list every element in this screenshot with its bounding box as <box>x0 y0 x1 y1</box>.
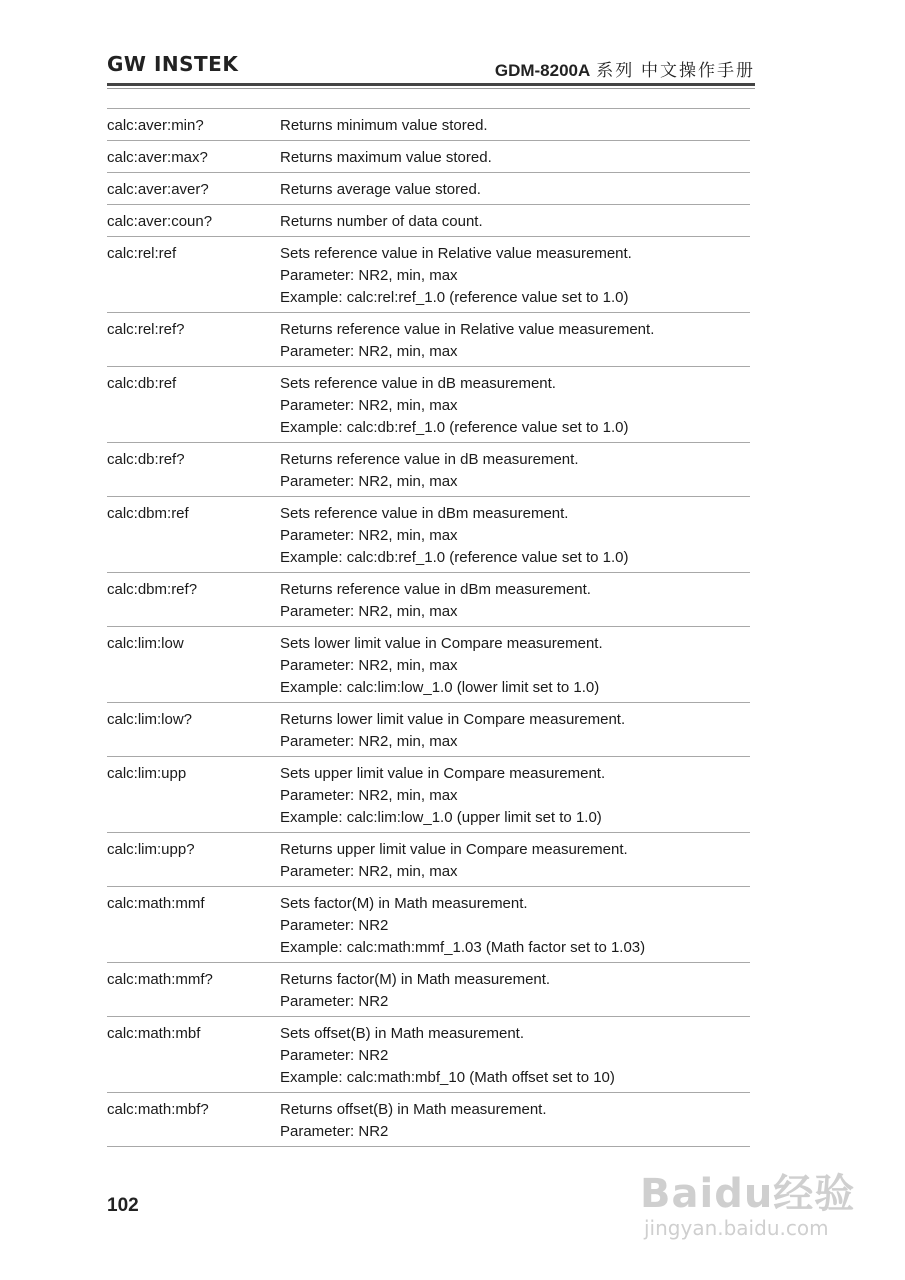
description-line: Example: calc:math:mbf_10 (Math offset set to 10) <box>280 1069 615 1086</box>
table-row <box>107 887 750 963</box>
header-rule-thin <box>107 88 755 89</box>
description-line: Returns reference value in Relative value measurement. <box>280 321 655 338</box>
description-line: Returns number of data count. <box>280 213 483 230</box>
command-name: calc:lim:low? <box>107 711 193 728</box>
description-line: Parameter: NR2, min, max <box>280 343 458 360</box>
description-line: Example: calc:lim:low_1.0 (lower limit set to 1.0) <box>280 679 600 696</box>
manual-title <box>495 56 755 81</box>
description-line: Parameter: NR2, min, max <box>280 787 458 804</box>
description-line: Sets reference value in Relative value measurement. <box>280 245 632 262</box>
description-line: Example: calc:lim:low_1.0 (upper limit set to 1.0) <box>280 809 602 826</box>
header-rule <box>107 83 755 86</box>
description-line: Parameter: NR2, min, max <box>280 657 458 674</box>
command-name: calc:dbm:ref <box>107 505 189 522</box>
description-line: Sets offset(B) in Math measurement. <box>280 1025 524 1042</box>
description-line: Returns average value stored. <box>280 181 481 198</box>
command-description <box>280 709 750 753</box>
description-line: Returns upper limit value in Compare measurement. <box>280 841 628 858</box>
command-name: calc:aver:aver? <box>107 181 209 198</box>
description-line: Parameter: NR2, min, max <box>280 863 458 880</box>
command-description <box>280 839 750 883</box>
description-line: Returns reference value in dB measurement. <box>280 451 579 468</box>
watermark-url: jingyan.baidu.com <box>644 1216 829 1240</box>
table-row <box>107 313 750 367</box>
model-name: GDM-8200A <box>494 61 591 80</box>
table-row <box>107 497 750 573</box>
watermark-brand: Baidu经验 <box>640 1171 856 1217</box>
brand-logo: GW INSTEK <box>107 52 239 76</box>
description-line: Parameter: NR2, min, max <box>280 473 458 490</box>
table-row <box>107 833 750 887</box>
table-row <box>107 573 750 627</box>
command-name: calc:aver:coun? <box>107 213 213 230</box>
description-line: Parameter: NR2, min, max <box>280 733 458 750</box>
description-line: Parameter: NR2, min, max <box>280 397 458 414</box>
description-line: Sets lower limit value in Compare measurement. <box>280 635 603 652</box>
command-description <box>280 763 750 829</box>
command-description <box>280 243 750 309</box>
command-name: calc:db:ref? <box>107 451 185 468</box>
command-description <box>280 319 750 363</box>
watermark <box>640 1148 860 1248</box>
description-line: Parameter: NR2 <box>280 1047 389 1064</box>
command-name: calc:lim:upp? <box>107 841 195 858</box>
description-line: Sets reference value in dBm measurement. <box>280 505 569 522</box>
command-description <box>280 211 750 233</box>
table-row <box>107 367 750 443</box>
table-row <box>107 141 750 173</box>
description-line: Example: calc:rel:ref_1.0 (reference value set to 1.0) <box>280 289 629 306</box>
command-description <box>280 1023 750 1089</box>
command-description <box>280 147 750 169</box>
command-description <box>280 179 750 201</box>
description-line: Sets reference value in dB measurement. <box>280 375 556 392</box>
table-row <box>107 1017 750 1093</box>
command-name: calc:rel:ref <box>107 245 177 262</box>
description-line: Sets factor(M) in Math measurement. <box>280 895 528 912</box>
description-line: Parameter: NR2 <box>280 993 389 1010</box>
table-row <box>107 703 750 757</box>
command-name: calc:math:mmf <box>107 895 205 912</box>
table-row <box>107 757 750 833</box>
command-description <box>280 633 750 699</box>
command-description <box>280 115 750 137</box>
command-name: calc:dbm:ref? <box>107 581 198 598</box>
command-name: calc:math:mmf? <box>107 971 213 988</box>
description-line: Example: calc:db:ref_1.0 (reference value set to 1.0) <box>280 549 629 566</box>
command-name: calc:math:mbf? <box>107 1101 209 1118</box>
description-line: Parameter: NR2 <box>280 1123 389 1140</box>
description-line: Returns reference value in dBm measurement. <box>280 581 591 598</box>
table-row <box>107 205 750 237</box>
table-row <box>107 627 750 703</box>
command-name: calc:aver:max? <box>107 149 208 166</box>
command-name: calc:db:ref <box>107 375 177 392</box>
table-row <box>107 173 750 205</box>
description-line: Returns factor(M) in Math measurement. <box>280 971 551 988</box>
description-line: Returns offset(B) in Math measurement. <box>280 1101 547 1118</box>
manual-subtitle: 系列 中文操作手册 <box>596 61 755 80</box>
description-line: Returns maximum value stored. <box>280 149 492 166</box>
command-description <box>280 579 750 623</box>
table-row <box>107 1093 750 1147</box>
page-number: 102 <box>107 1195 139 1216</box>
table-row <box>107 963 750 1017</box>
command-name: calc:lim:upp <box>107 765 187 782</box>
command-description <box>280 1099 750 1143</box>
command-description <box>280 449 750 493</box>
command-name: calc:lim:low <box>107 635 184 652</box>
table-row <box>107 443 750 497</box>
command-name: calc:aver:min? <box>107 117 204 134</box>
description-line: Parameter: NR2, min, max <box>280 603 458 620</box>
command-description <box>280 503 750 569</box>
description-line: Returns minimum value stored. <box>280 117 488 134</box>
command-table <box>107 108 750 1147</box>
description-line: Sets upper limit value in Compare measurement. <box>280 765 606 782</box>
description-line: Parameter: NR2, min, max <box>280 527 458 544</box>
table-row <box>107 109 750 141</box>
command-name: calc:rel:ref? <box>107 321 185 338</box>
command-name: calc:math:mbf <box>107 1025 201 1042</box>
command-description <box>280 969 750 1013</box>
description-line: Parameter: NR2 <box>280 917 389 934</box>
command-description <box>280 893 750 959</box>
description-line: Returns lower limit value in Compare measurement. <box>280 711 626 728</box>
table-row <box>107 237 750 313</box>
description-line: Parameter: NR2, min, max <box>280 267 458 284</box>
description-line: Example: calc:math:mmf_1.03 (Math factor set to 1.03) <box>280 939 646 956</box>
command-description <box>280 373 750 439</box>
description-line: Example: calc:db:ref_1.0 (reference value set to 1.0) <box>280 419 629 436</box>
